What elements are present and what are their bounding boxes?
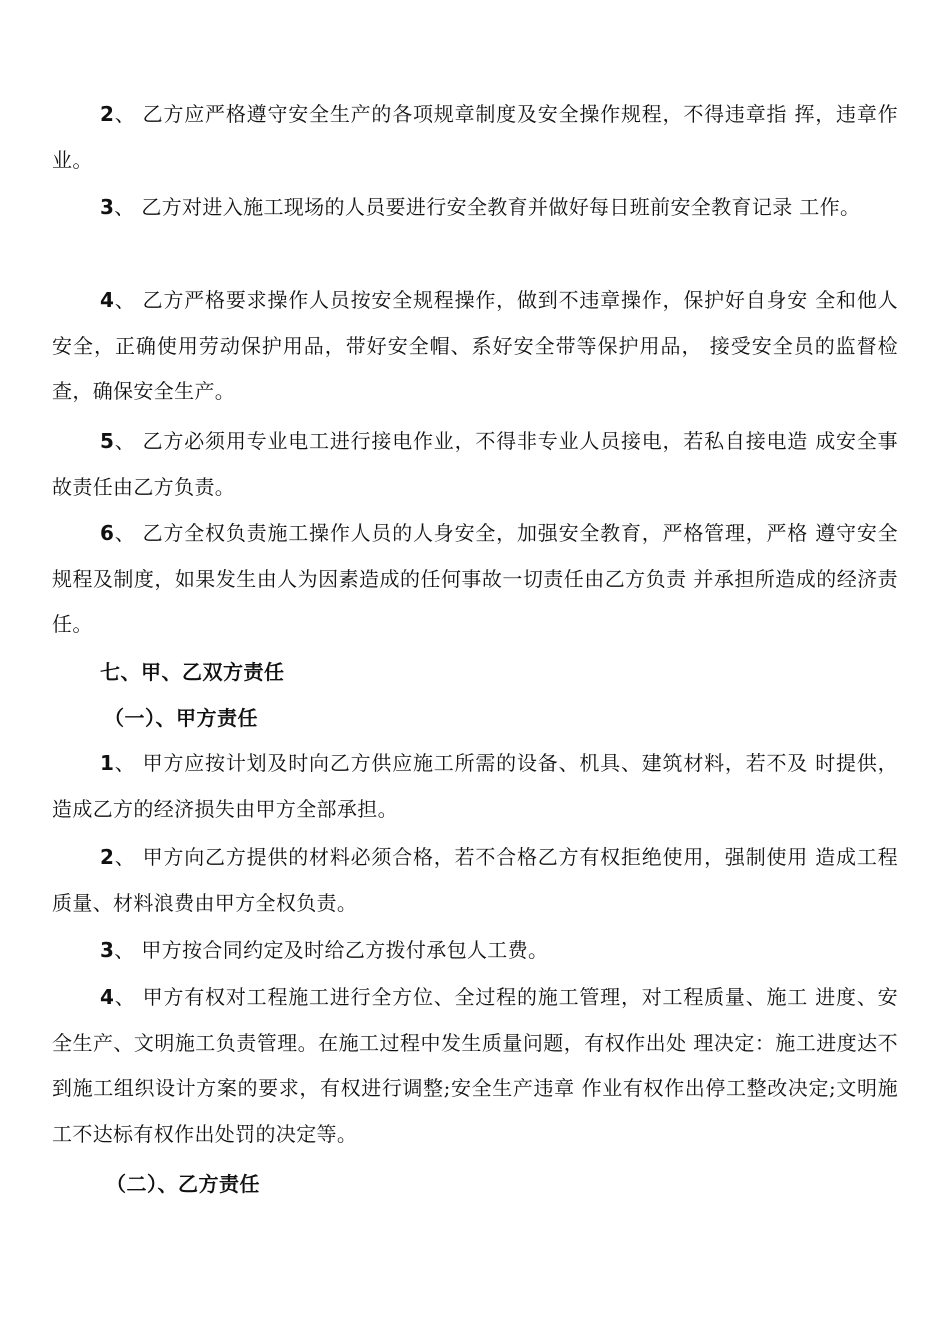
paragraph-number: 5 [100, 429, 115, 453]
paragraph-5 [52, 419, 898, 510]
paragraph-text: 、 乙方对进入施工现场的人员要进行安全教育并做好每日班前安全教育记录 工作。 [114, 195, 861, 219]
party-a-item-4 [52, 975, 898, 1157]
section-heading: 七、甲、乙双方责任 [100, 660, 285, 684]
paragraph-number: 2 [100, 845, 115, 869]
paragraph-number: 1 [100, 751, 115, 775]
paragraph-text: 、 甲方应按计划及时向乙方供应施工所需的设备、机具、建筑材料，若不及 时提供，造成乙方的经济损失由甲方全部承担。 [52, 751, 898, 821]
paragraph-2 [52, 92, 898, 183]
paragraph-text: 、 乙方应严格遵守安全生产的各项规章制度及安全操作规程，不得违章指 挥，违章作业。 [52, 102, 898, 172]
paragraph-number: 6 [100, 521, 115, 545]
paragraph-4 [52, 278, 898, 415]
paragraph-number: 4 [100, 985, 115, 1009]
paragraph-number: 4 [100, 288, 115, 312]
subsection-heading-party-b: （二）、乙方责任 [106, 1172, 260, 1196]
party-a-item-2 [52, 835, 898, 926]
paragraph-text: 、 甲方向乙方提供的材料必须合格，若不合格乙方有权拒绝使用，强制使用 造成工程质量、材料浪费由甲方全权负责。 [52, 845, 898, 915]
subsection-heading-party-a: （一）、甲方责任 [104, 706, 258, 730]
paragraph-text: 、 甲方有权对工程施工进行全方位、全过程的施工管理，对工程质量、施工 进度、安全生产、文明施工负责管理。在施工过程中发生质量问题，有权作出处 理决定：施工进度达不到施工组织设计方案的要求，有权进行调整;安全生产违章 作业有权作出停工整改决定;文明施工不达标有权作出处罚的决定等。 [52, 985, 898, 1146]
party-a-item-1 [52, 741, 898, 832]
paragraph-3 [52, 185, 898, 231]
paragraph-text: 、 乙方必须用专业电工进行接电作业，不得非专业人员接电，若私自接电造 成安全事故责任由乙方负责。 [52, 429, 898, 499]
paragraph-number: 3 [100, 938, 115, 962]
paragraph-number: 3 [100, 195, 115, 219]
paragraph-text: 、 甲方按合同约定及时给乙方拨付承包人工费。 [114, 938, 549, 962]
party-a-item-3 [52, 928, 898, 974]
paragraph-text: 、 乙方全权负责施工操作人员的人身安全，加强安全教育，严格管理，严格 遵守安全规程及制度，如果发生由人为因素造成的任何事故一切责任由乙方负责 并承担所造成的经济责任。 [52, 521, 898, 636]
paragraph-6 [52, 511, 898, 648]
paragraph-number: 2 [100, 102, 115, 126]
paragraph-text: 、 乙方严格要求操作人员按安全规程操作，做到不违章操作，保护好自身安 全和他人安全，正确使用劳动保护用品，带好安全帽、系好安全带等保护用品， 接受安全员的监督检查，确保安全生产。 [52, 288, 898, 403]
